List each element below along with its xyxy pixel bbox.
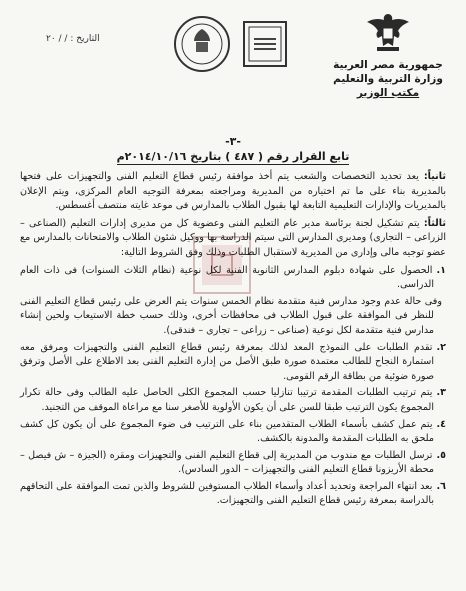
item-number: ٥.	[436, 449, 446, 461]
item-text: الحصول على شهادة دبلوم المدارس الثانوية الفنية لكل نوعية (نظام الثلاث السنوات) فى ذات العام الدراسى.	[20, 264, 434, 291]
list-item	[20, 264, 446, 293]
list-item	[20, 480, 446, 509]
country-name: جمهورية مصر العربية	[333, 59, 443, 71]
paragraph-second: ثانياً: يعد تحديد التخصصات والشعب يتم أخذ موافقة رئيس قطاع التعليم الفنى والتجهيزات على فتحها بالمديرية بناء على ما تم اختياره من المديرية ومراجعته بمعرفة التوجيه العام المركزى، ويتم الإعلان بالمديريات والإدارات التعليمية التابعة لها بقبول الطلاب بالمدارس فى موعد غايته منتصف أغسطس.	[20, 171, 446, 212]
eagle-icon	[365, 10, 411, 54]
item-number: ٤.	[436, 418, 446, 430]
conditions-list	[20, 264, 446, 510]
paragraph-third: ثالثاً: يتم تشكيل لجنة برئاسة مدير عام التعليم الفنى وعضوية كل من مديرى إدارات التعليم (الصناعى – الزراعى – التجارى) ومديرى المدارس التى سيتم الدراسة بها ووكيل شئون الطلاب والامتحانات بالمدارس مع عضو توجيه مالى وإدارى من المديرية لاستقبال الطلبات وذلك وفق الشروط التالية:	[20, 217, 446, 258]
list-item	[20, 418, 446, 447]
item-text: ترسل الطلبات مع مندوب من المديرية إلى قطاع التعليم الفنى والتجهيزات ومقره (الجيزة – ش فيصل – محطة الأريزونا قطاع التعليم الفنى والتجهيزات – الدور السادس).	[20, 449, 434, 476]
item-text: وفى حالة عدم وجود مدارس فنية متقدمة نظام الخمس سنوات يتم العرض على رئيس قطاع التعليم الفنى للنظر فى الموافقة على قبول الطلاب فى محافظات أخرى، وذلك حسب خطة الاستيعاب ولحين إنشاء مدارس فنية متقدمة لكل نوعية (صناعى – زراعى – تجارى – فندقى).	[20, 295, 442, 336]
ministry-name: وزارة التربية والتعليم	[333, 73, 443, 85]
date-field: التاريخ : / / ٢٠	[46, 34, 100, 44]
official-seals	[170, 14, 290, 74]
list-item	[20, 449, 446, 478]
page-number: -٣-	[225, 135, 241, 148]
item-text: بعد انتهاء المراجعة وتحديد أعداد وأسماء الطلاب المستوفين للشروط والذين تمت الموافقة على التحاقهم بالدراسة بمعرفة رئيس قطاع التعليم الفنى والتجهيزات.	[20, 480, 434, 507]
item-number: ١.	[436, 264, 446, 276]
office-name: مكتب الوزير	[356, 87, 420, 99]
item-number: ٦.	[436, 480, 446, 492]
list-item	[20, 295, 446, 339]
item-text: تقدم الطلبات على النموذج المعد لذلك بمعرفة رئيس قطاع التعليم الفنى والتجهيزات ومرفق معه استمارة النجاح للطالب معتمدة صورة طبق الأصل من إدارة التعليم الفنى بعد الاطلاع على الأصل وترفق صورة ضوئية من بطاقة الرقم القومى.	[20, 341, 434, 382]
ministry-header	[328, 10, 448, 100]
item-number: ٣.	[436, 387, 446, 399]
list-item	[20, 386, 446, 415]
item-text: يتم عمل كشف بأسماء الطلاب المتقدمين بناء على الترتيب فى ضوء المجموع على أن يكون كل كشف ملحق به الطلبات المقدمة والمدونة بالكشف.	[20, 418, 434, 445]
item-text: يتم ترتيب الطلبات المقدمة ترتيبا تنازليا حسب المجموع الكلى الحاصل عليه الطالب وفى حالة تكرار المجموع يكون الترتيب طبقا للسن على أن يكون الأولوية للأصغر سنا مع مراعاة الموقف من التجنيد.	[20, 387, 434, 413]
list-item	[20, 341, 446, 385]
decree-title: تابع القرار رقم ( ٤٨٧ ) بتاريخ ٢٠١٤/١٠/١٦م	[116, 150, 350, 163]
item-number: ٢.	[436, 341, 446, 353]
document-body	[20, 170, 446, 511]
